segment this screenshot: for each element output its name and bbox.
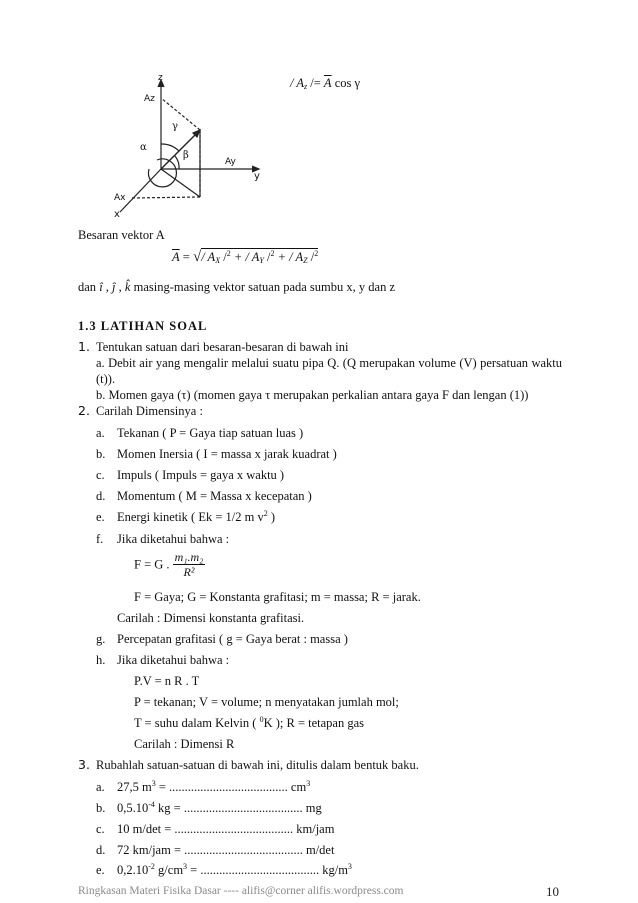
term-2-sub: Y (259, 256, 264, 265)
section-heading: 1.3 LATIHAN SOAL (78, 319, 208, 333)
q3-a-sup2: 3 (306, 779, 311, 788)
unit-vectors-line (78, 279, 395, 295)
q3-e-sup3: 3 (347, 862, 352, 871)
q3-text-d: 72 km/jam = ...................................... m/det (117, 843, 335, 857)
unit-i: î (99, 280, 103, 294)
gravity-numerator: m₁.m₂ (174, 550, 204, 564)
diagram-label-alpha: α (140, 142, 147, 153)
vector-diagram (100, 72, 270, 222)
q3-label-c: c. (96, 822, 105, 836)
sep-2: , (115, 280, 125, 294)
formula-top-lhs: / A (290, 76, 305, 90)
q2-label-h: h. (96, 653, 106, 667)
q3-b-mid: kg = ...................................... mg (154, 801, 322, 815)
exp-2: 2 (270, 249, 275, 258)
q2-text-d: Momentum ( M = Massa x kecepatan ) (117, 489, 312, 503)
q2-text-g: Percepatan grafitasi ( g = Gaya berat : massa ) (117, 632, 348, 646)
besaran-eq: = (179, 250, 193, 264)
q2-text-b: Momen Inersia ( I = massa x jarak kuadrat ) (117, 447, 337, 461)
dan-word: dan (78, 280, 100, 294)
q2-e-main: Energi kinetik ( Ek = 1/2 m v (117, 510, 264, 524)
diagram-label-ay: Ay (225, 157, 236, 167)
formula-top-vec: $\overline{A}$ (323, 76, 332, 90)
q2-label-a: a. (96, 426, 105, 440)
q3-text-b (117, 800, 322, 816)
q3-label-a: a. (96, 780, 105, 794)
q3-text: Rubahlah satuan-satuan di bawah ini, ditulis dalam bentuk baku. (96, 758, 419, 772)
q2-label-g: g. (96, 632, 106, 646)
term-1-end: / (220, 250, 227, 264)
q2-text-e (117, 509, 275, 525)
term-1-sub: X (215, 256, 221, 265)
q2-text-c: Impuls ( Impuls = gaya x waktu ) (117, 468, 285, 482)
term-1: / A (201, 250, 216, 264)
gas-temp-b: K ); R = tetapan gas (263, 716, 364, 730)
besaran-lhs: $\overline{A}$ (172, 250, 180, 264)
gas-equation: P.V = n R . T (134, 674, 200, 688)
q3-a-mid: = ...................................... cm (155, 780, 307, 794)
q3-label-b: b. (96, 801, 106, 815)
gravity-lhs: F = G . (134, 557, 170, 572)
diagram-label-y: y (254, 171, 260, 182)
q2-label-f: f. (96, 532, 104, 546)
formula-top-mid: /= (307, 76, 324, 90)
gas-variables: P = tekanan; V = volume; n menyatakan jumlah mol; (134, 695, 399, 709)
gas-temp-a: T = suhu dalam Kelvin ( (134, 716, 260, 730)
q3-number: 3. (78, 757, 90, 772)
q3-label-e: e. (96, 863, 105, 877)
unit-vectors-desc: masing-masing vektor satuan pada sumbu x, y dan z (130, 280, 395, 294)
unit-k: k̂ (124, 280, 131, 294)
term-2: + / A (230, 250, 260, 264)
q2-text: Carilah Dimensinya : (96, 404, 203, 418)
diagram-label-beta: β (183, 150, 189, 161)
formula-top-sub: z (304, 82, 308, 91)
gravity-description: F = Gaya; G = Konstanta grafitasi; m = massa; R = jarak. (134, 590, 421, 604)
q3-e-sup: -2 (148, 862, 155, 871)
q2-text-a: Tekanan ( P = Gaya tiap satuan luas ) (117, 426, 304, 440)
q2-e-sup: 2 (263, 509, 268, 518)
besaran-title: Besaran vektor A (78, 228, 165, 242)
q3-label-d: d. (96, 843, 106, 857)
diagram-label-z: z (158, 73, 163, 83)
q2-label-c: c. (96, 468, 105, 482)
q3-a-sup: 3 (151, 779, 156, 788)
q1-item-b: b. Momen gaya (τ) (momen gaya τ merupakan perkalian antara gaya F dan lengan (1)) (96, 388, 529, 402)
q1-item-a: a. Debit air yang mengalir melalui suatu pipa Q. (Q merupakan volume (V) persatuan waktu (t)). (96, 356, 562, 386)
q2-label-d: d. (96, 489, 106, 503)
gravity-formula (134, 550, 205, 579)
gravity-question: Carilah : Dimensi konstanta grafitasi. (117, 611, 305, 625)
diagram-label-ax: Ax (114, 193, 126, 203)
gas-question: Carilah : Dimensi R (134, 737, 235, 751)
term-3-sub: Z (303, 256, 308, 265)
q3-e-pre: 0,2.10 (117, 863, 149, 877)
q2-label-e: e. (96, 510, 105, 524)
formula-top-rhs: cos γ (331, 76, 360, 90)
gravity-fraction (173, 550, 206, 579)
page-number: 10 (546, 884, 559, 899)
q2-text-h: Jika diketahui bahwa : (117, 653, 230, 667)
q3-text-a (117, 779, 310, 795)
q3-e-mid: g/cm (154, 863, 184, 877)
exp-1: 2 (226, 249, 231, 258)
unit-j: ĵ (112, 280, 116, 294)
exp-3: 2 (314, 249, 319, 258)
sep-1: , (102, 280, 113, 294)
q3-e-sup2: 3 (183, 862, 188, 871)
q3-b-sup: -4 (148, 800, 155, 809)
q3-text-c: 10 m/det = ...................................... km/jam (117, 822, 335, 836)
diagram-label-az: Az (144, 94, 155, 104)
q2-number: 2. (78, 403, 90, 418)
q3-e-end: = ...................................... kg/m (187, 863, 348, 877)
formula-top (290, 75, 360, 91)
besaran-formula (172, 249, 318, 265)
gas-temp-sup: 0 (259, 715, 264, 724)
q2-text-f: Jika diketahui bahwa : (117, 532, 230, 546)
diagram-label-x: x (114, 209, 120, 220)
term-3: + / A (274, 250, 304, 264)
sqrt-content (201, 248, 318, 264)
q2-label-b: b. (96, 447, 106, 461)
q3-a-pre: 27,5 m (117, 780, 152, 794)
gravity-denominator: R² (183, 565, 195, 579)
diagram-label-gamma: γ (172, 121, 178, 132)
q3-text-e (117, 862, 352, 878)
term-3-end: / (307, 250, 315, 264)
q1-text: Tentukan satuan dari besaran-besaran di bawah ini (96, 340, 349, 354)
q3-b-pre: 0,5.10 (117, 801, 149, 815)
gas-temperature (134, 715, 364, 731)
sqrt-sign: √ (192, 249, 202, 265)
term-2-end: / (263, 250, 271, 264)
q2-e-end: ) (267, 510, 276, 524)
page-footer: Ringkasan Materi Fisika Dasar ---- alifis@corner alifis.wordpress.com (78, 885, 404, 897)
q1-number: 1. (78, 339, 90, 354)
